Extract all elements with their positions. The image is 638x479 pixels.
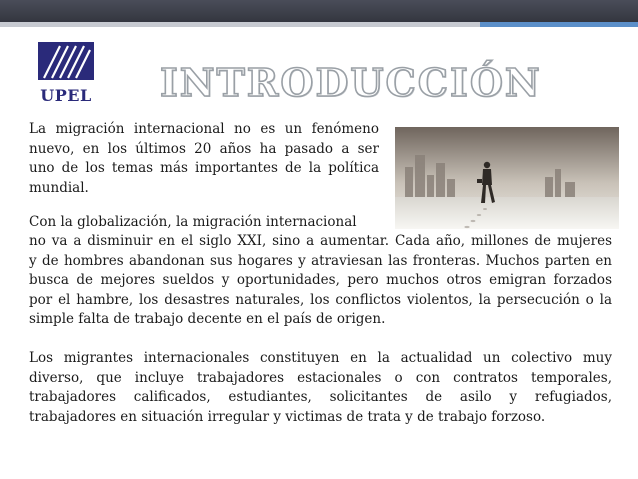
- text-line: no va a disminuir en el siglo XXI, sino a aumentar. Cada año, millones de mujeres: [29, 233, 612, 249]
- paragraph-3: [29, 349, 612, 427]
- text-line: trabajadores calificados, estudiantes, solicitantes de asilo y refugiados,: [29, 389, 612, 405]
- text-line: simple falta de trabajo decente en el país de origen.: [29, 311, 386, 327]
- paragraph-2-first-line: Con la globalización, la migración internacional: [29, 214, 357, 230]
- paragraph-1: [29, 120, 379, 198]
- text-line: diverso, que incluye trabajadores estacionales o con contratos temporales,: [29, 369, 612, 386]
- top-accent-blue: [480, 22, 638, 27]
- text-line: por el hambre, los desastres naturales, los conflictos violentos, la persecución o la: [29, 291, 612, 308]
- logo-text: UPEL: [40, 86, 92, 105]
- text-line: mundial.: [29, 179, 89, 196]
- top-accent-gray: [0, 22, 480, 27]
- text-line: trabajadores en situación irregular y victimas de trata y de trabajo forzoso.: [29, 408, 546, 425]
- text-line: nuevo, en los últimos 20 años ha pasado a ser: [29, 140, 379, 157]
- page-title: INTRODUCCIÓN: [160, 60, 542, 105]
- man-walking-city-icon: [395, 127, 619, 229]
- text-line: uno de los temas más importantes de la política: [29, 160, 379, 176]
- text-line: La migración internacional no es un fenómeno: [29, 121, 379, 137]
- text-line: busca de mejores sueldos y oportunidades, pero muchos otros emigran forzados: [29, 272, 612, 288]
- text-line: Los migrantes internacionales constituyen en la actualidad un colectivo muy: [29, 350, 612, 366]
- text-line: y de hombres abandonan sus hogares y atraviesan las fronteras. Muchos parten en: [29, 252, 612, 269]
- paragraph-2: [29, 232, 612, 330]
- top-bar: [0, 0, 638, 22]
